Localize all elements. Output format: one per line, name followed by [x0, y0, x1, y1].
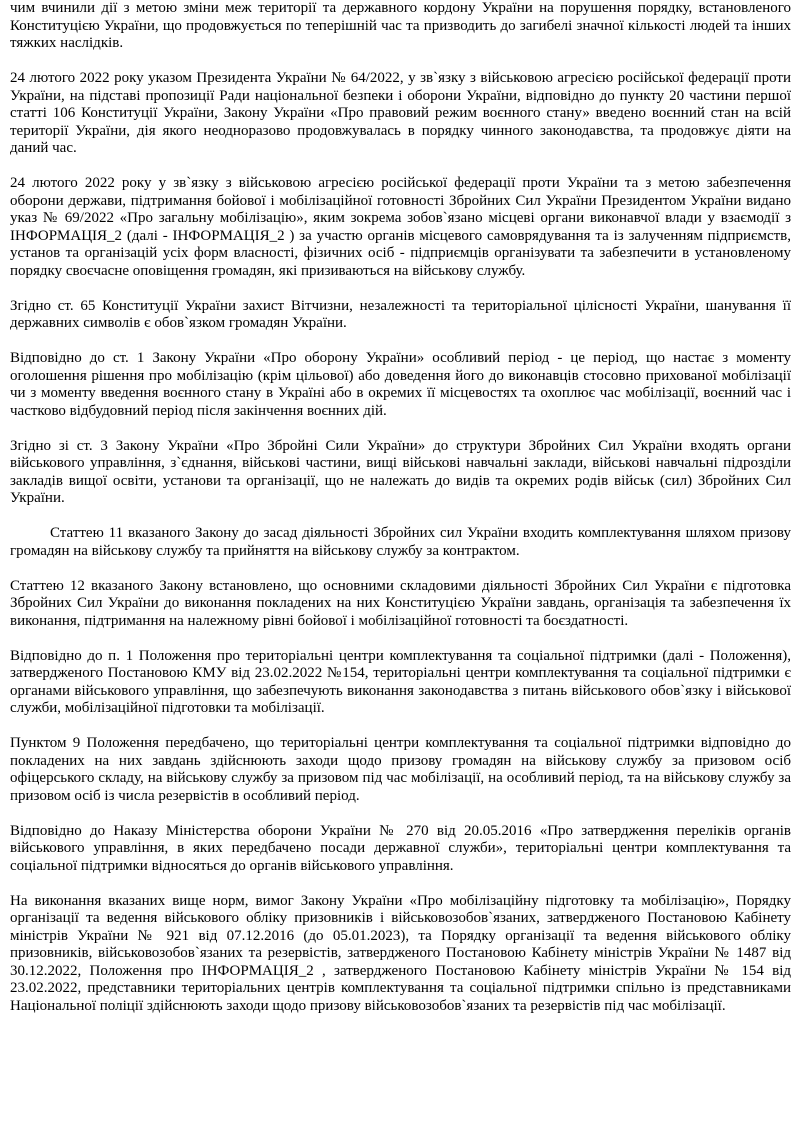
- paragraph-9: Відповідно до п. 1 Положення про територіальні центри комплектування та соціальної підтримки (далі - Положення), затвердженого Постановою КМУ від 23.02.2022 №154, територіальні центри комплектування та соціальної підтримки є органами військового управління, що забезпечують виконання законодавства з питань військового обов`язку і військової служби, мобілізаційної підготовки та мобілізації.: [10, 647, 791, 716]
- paragraph-7: Статтею 11 вказаного Закону до засад діяльності Збройних сил України входить комплектування шляхом призову громадян на військову службу та прийняття на військову службу за контрактом.: [10, 525, 791, 559]
- paragraph-12: На виконання вказаних вище норм, вимог Закону України «Про мобілізаційну підготовку та мобілізацію», Порядку організації та ведення військового обліку призовників і військовозобов`язаних, затвердженого Постановою Кабінету міністрів України № 921 від 07.12.2016 (до 05.01.2023), та Порядку організації та ведення військового обліку призовників, військовозобов`язаних та резервістів, затвердженого Постановою Кабінету міністрів України № 1487 від 30.12.2022, Положення про ІНФОРМАЦІЯ_2 , затвердженого Постановою Кабінету міністрів України № 154 від 23.02.2022, представники територіальних центрів комплектування та соціальної підтримки спільно із представниками Національної поліції здійснюють заходи щодо призову військовозобов`язаних та резервістів під час мобілізації.: [10, 892, 791, 1014]
- paragraph-6: Згідно зі ст. 3 Закону України «Про Збройні Сили України» до структури Збройних Сил України входять органи військового управління, з`єднання, військові частини, вищі військові навчальні заклади, військові навчальні підрозділи закладів вищої освіти, установи та організації, що не належать до видів та окремих родів військ (сил) Збройних Сил України.: [10, 437, 791, 506]
- document-body: [10, 0, 791, 1033]
- paragraph-8: Статтею 12 вказаного Закону встановлено, що основними складовими діяльності Збройних Сил України є підготовка Збройних Сил України до виконання покладених на них Конституцією України завдань, організація та забезпечення їх виконання, підтримання на належному рівні бойової і мобілізаційної готовності та боєздатності.: [10, 577, 791, 629]
- paragraph-10: Пунктом 9 Положення передбачено, що територіальні центри комплектування та соціальної підтримки відповідно до покладених на них завдань здійснюють заходи щодо призову громадян на військову службу за призовом осіб офіцерського складу, на військову службу за призовом під час мобілізації, на особливий період, та на військову службу за призовом осіб із числа резервістів в особливий період.: [10, 735, 791, 804]
- paragraph-3: 24 лютого 2022 року у зв`язку з військовою агресією російської федерації проти України та з метою забезпечення оборони держави, підтримання бойової і мобілізаційної готовності Збройних Сил України Президентом України видано указ № 69/2022 «Про загальну мобілізацію», яким зокрема зобов`язано місцеві органи виконавчої влади у взаємодії з ІНФОРМАЦІЯ_2 (далі - ІНФОРМАЦІЯ_2 ) за участю органів місцевого самоврядування та із залученням підприємств, установ та організацій усіх форм власності, фізичних осіб - підприємців організувати та забезпечити в установленому порядку своєчасне оповіщення громадян, які призиваються на військову службу.: [10, 175, 791, 279]
- paragraph-11: Відповідно до Наказу Міністерства оборони України № 270 від 20.05.2016 «Про затвердження переліків органів військового управління, в яких передбачено посади державної служби», територіальні центри комплектування та соціальної підтримки відносяться до органів військового управління.: [10, 822, 791, 874]
- paragraph-2: 24 лютого 2022 року указом Президента України № 64/2022, у зв`язку з військовою агресією російської федерації проти України, на підставі пропозиції Ради національної безпеки і оборони України, відповідно до пункту 20 частини першої статті 106 Конституції України, Закону України «Про правовий режим воєнного стану» введено воєнний стан на всій території України, дія якого неодноразово продовжувалась в порядку чинного законодавства, та продовжує діяти на даний час.: [10, 70, 791, 156]
- paragraph-4: Згідно ст. 65 Конституції України захист Вітчизни, незалежності та територіальної цілісності України, шанування її державних символів є обов`язком громадян України.: [10, 297, 791, 331]
- paragraph-5: Відповідно до ст. 1 Закону України «Про оборону України» особливий період - це період, що настає з моменту оголошення рішення про мобілізацію (крім цільової) або доведення його до виконавців стосовно прихованої мобілізації чи з моменту введення воєнного стану в Україні або в окремих її місцевостях та охоплює час мобілізації, воєнний час і частково відбудовний період після закінчення воєнних дій.: [10, 350, 791, 419]
- paragraph-1: чим вчинили дії з метою зміни меж території та державного кордону України на порушення порядку, встановленого Конституцією України, що продовжується по теперішній час та призводить до загибелі значної кількості людей та інших тяжких наслідків.: [10, 0, 791, 51]
